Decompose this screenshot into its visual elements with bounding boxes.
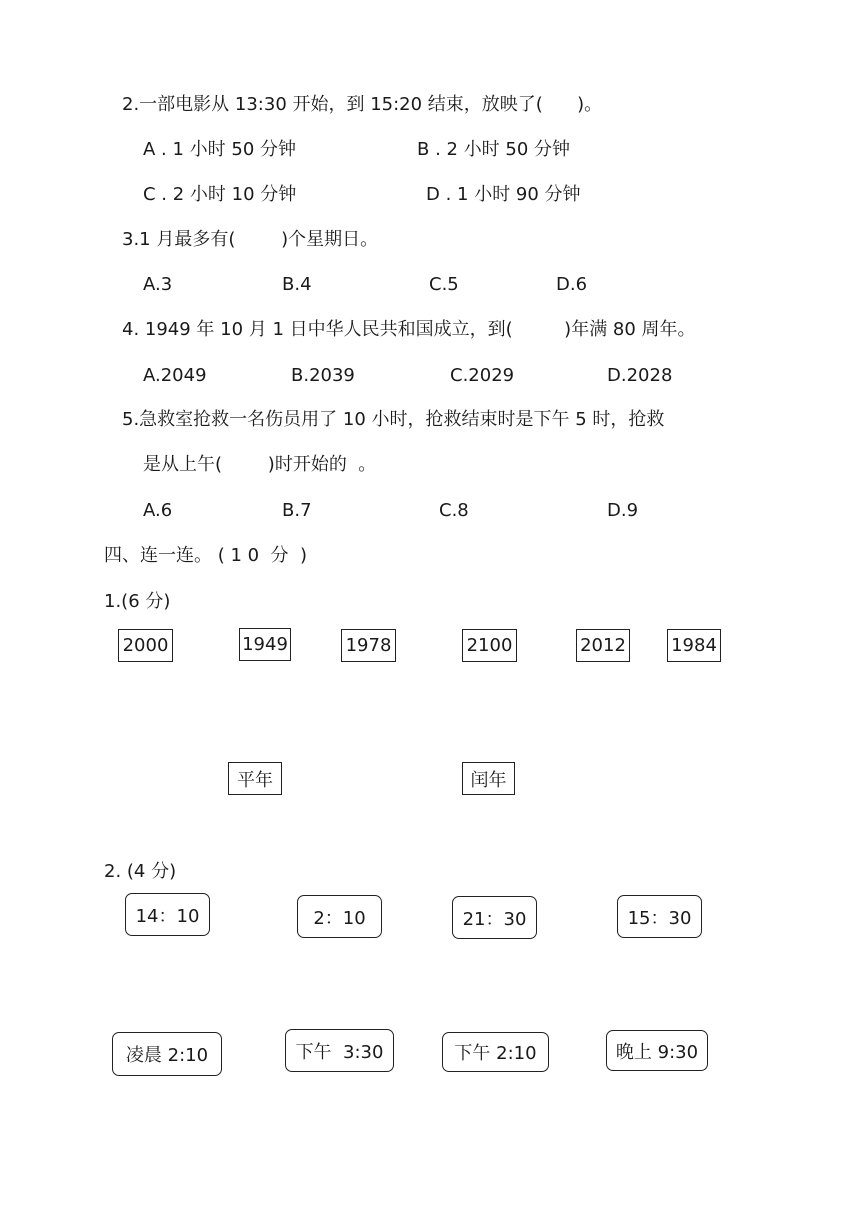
time-description-box[interactable]: 凌晨 2:10 [112,1032,222,1076]
time-description-box[interactable]: 下午 2:10 [442,1032,549,1072]
time-description-box[interactable]: 晚上 9:30 [606,1030,708,1071]
q2-option-b: B . 2 小时 50 分钟 [417,139,571,160]
time-box[interactable]: 21：30 [452,896,537,939]
part2-label: 2. (4 分) [104,861,177,882]
q5-option-a: A.6 [143,500,173,521]
year-box[interactable]: 1978 [341,629,396,662]
q2-option-d: D . 1 小时 90 分钟 [426,184,581,205]
year-box[interactable]: 1984 [667,629,721,662]
q2-stem: 2.一部电影从 13:30 开始，到 15:20 结束，放映了( )。 [122,94,603,115]
time-box[interactable]: 2：10 [297,895,382,938]
q4-stem: 4. 1949 年 10 月 1 日中华人民共和国成立，到( )年满 80 周年。 [122,319,696,340]
q3-option-c: C.5 [429,274,459,295]
leap-year-box[interactable]: 闰年 [462,762,515,795]
q5-option-d: D.9 [607,500,639,521]
q3-option-b: B.4 [282,274,312,295]
q2-option-a: A . 1 小时 50 分钟 [143,139,296,160]
year-box[interactable]: 2100 [462,629,517,662]
q5-stem-line2: 是从上午( )时开始的 。 [143,454,377,475]
q5-option-c: C.8 [439,500,469,521]
year-box[interactable]: 2012 [576,629,630,662]
time-description-box[interactable]: 下午 3:30 [285,1029,394,1072]
q5-stem-line1: 5.急救室抢救一名伤员用了 10 小时，抢救结束时是下午 5 时，抢救 [122,409,665,430]
q3-option-d: D.6 [556,274,588,295]
time-box[interactable]: 15：30 [617,895,702,938]
year-box[interactable]: 1949 [239,628,291,661]
q2-option-c: C . 2 小时 10 分钟 [143,184,297,205]
q4-option-d: D.2028 [607,365,673,386]
q5-option-b: B.7 [282,500,312,521]
time-box[interactable]: 14：10 [125,893,210,936]
q4-option-a: A.2049 [143,365,207,386]
q4-option-b: B.2039 [291,365,355,386]
section-title: 四、连一连。 ( 1 0 分 ) [104,545,308,566]
q3-option-a: A.3 [143,274,173,295]
year-box[interactable]: 2000 [118,629,173,662]
part1-label: 1.(6 分) [104,591,171,612]
common-year-box[interactable]: 平年 [228,762,282,795]
q4-option-c: C.2029 [450,365,515,386]
q3-stem: 3.1 月最多有( )个星期日。 [122,229,379,250]
